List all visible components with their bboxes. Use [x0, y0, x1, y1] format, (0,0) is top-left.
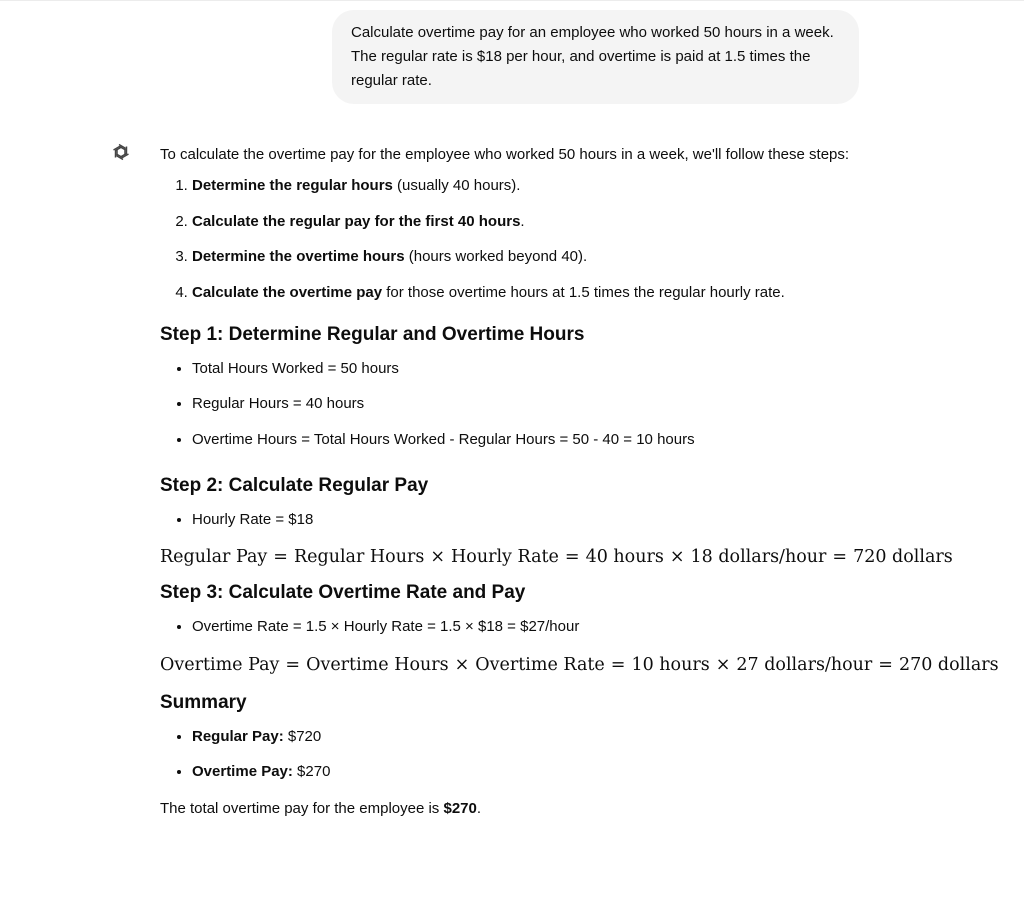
summary-value: $720	[283, 727, 322, 745]
summary-bullets	[160, 726, 960, 784]
summary-value: $270	[292, 763, 331, 780]
user-message-text: Calculate overtime pay for an employee who worked 50 hours in a week. The regular rate is $18 per hour, and overtime is paid at 1.5 times the regular rate.	[351, 24, 834, 89]
conclusion-end: .	[476, 799, 482, 817]
step2-heading: Step 2: Calculate Regular Pay	[160, 474, 429, 496]
step1-heading: Step 1: Determine Regular and Overtime Hours	[160, 323, 585, 345]
step-bold: Determine the regular hours	[192, 177, 393, 194]
step2-bullets	[160, 509, 960, 531]
formula-value: 27 dollars/hour	[736, 654, 873, 675]
equals-sign: =	[878, 654, 893, 675]
top-divider	[0, 0, 1024, 1]
conclusion-amount: $270	[443, 799, 477, 817]
list-item	[192, 175, 960, 197]
list-item	[192, 211, 960, 233]
list-item	[192, 726, 960, 748]
overtime-pay-formula	[160, 652, 999, 678]
formula-value: 10 hours	[631, 654, 710, 675]
step3-heading: Step 3: Calculate Overtime Rate and Pay	[160, 582, 526, 603]
formula-lhs: Overtime Pay	[160, 654, 280, 675]
user-message-bubble	[332, 10, 859, 104]
times-sign: ×	[454, 654, 470, 675]
intro-paragraph: To calculate the overtime pay for the employee who worked 50 hours in a week, we'll follow these steps:	[160, 146, 850, 163]
list-item: • Overtime Hours = Total Hours Worked - Regular Hours = 50 - 40 = 10 hours	[192, 429, 960, 451]
step-rest: for those overtime hours at 1.5 times the regular hourly rate.	[382, 283, 785, 301]
steps-list	[160, 175, 960, 304]
list-item: • Hourly Rate = $18	[192, 509, 960, 531]
formula-term: Hourly Rate	[451, 547, 559, 567]
formula-term: Regular Hours	[293, 547, 425, 567]
formula-result: 720 dollars	[853, 547, 953, 567]
formula-result: 270 dollars	[898, 654, 999, 675]
assistant-response	[160, 141, 999, 821]
step1-bullets	[160, 358, 960, 451]
list-item	[192, 761, 960, 783]
step-bold: Determine the overtime hours	[192, 248, 405, 265]
formula-value: 40 hours	[585, 547, 664, 567]
conclusion-text: The total overtime pay for the employee is	[160, 799, 444, 817]
list-item: • Total Hours Worked = 50 hours	[192, 358, 960, 380]
times-sign: ×	[430, 547, 446, 567]
regular-pay-formula	[160, 544, 960, 570]
summary-label: Overtime Pay:	[192, 763, 293, 780]
equals-sign: =	[564, 547, 580, 567]
formula-lhs: Regular Pay	[160, 547, 268, 567]
conclusion-paragraph	[160, 797, 960, 821]
openai-logo-icon	[108, 139, 134, 165]
times-sign: ×	[669, 547, 685, 567]
equals-sign: =	[610, 654, 626, 675]
equals-sign: =	[285, 654, 301, 675]
list-item	[192, 246, 960, 268]
equals-sign: =	[832, 547, 848, 567]
summary-heading: Summary	[160, 691, 247, 713]
formula-term: Overtime Hours	[306, 654, 449, 675]
step-bold: Calculate the regular pay for the first 40 hours	[192, 212, 521, 230]
step-rest: (usually 40 hours).	[392, 177, 521, 194]
times-sign: ×	[715, 654, 731, 675]
list-item: • Regular Hours = 40 hours	[192, 393, 960, 415]
formula-value: 18 dollars/hour	[690, 547, 827, 567]
list-item	[192, 282, 960, 304]
list-item: • Overtime Rate = 1.5 × Hourly Rate = 1.5 × $18 = $27/hour	[192, 616, 960, 638]
step-bold: Calculate the overtime pay	[192, 283, 383, 301]
equals-sign: =	[273, 547, 288, 567]
step-rest: .	[520, 212, 525, 230]
formula-term: Overtime Rate	[475, 654, 605, 675]
step3-bullets	[160, 616, 960, 638]
step-rest: (hours worked beyond 40).	[404, 248, 588, 265]
summary-label: Regular Pay:	[192, 727, 284, 745]
